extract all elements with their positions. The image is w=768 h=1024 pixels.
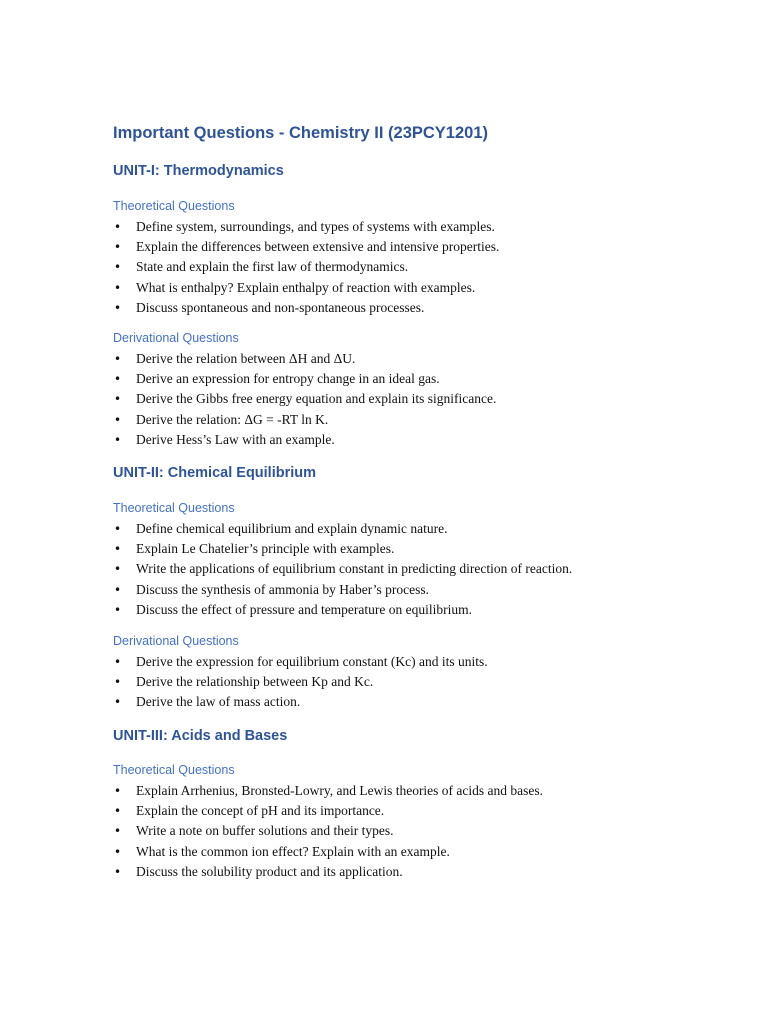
list-item: • Write a note on buffer solutions and their types. [113, 821, 543, 841]
list-item: • Define system, surroundings, and types of systems with examples. [113, 217, 499, 237]
bullet-icon: • [114, 675, 122, 690]
bullet-icon: • [114, 655, 122, 669]
bullet-icon: • [114, 412, 122, 427]
list-item: • Discuss spontaneous and non-spontaneous processes. [113, 298, 499, 318]
bullet-icon: • [114, 220, 122, 234]
unit-3-heading: UNIT-III: Acids and Bases [113, 728, 288, 744]
bullet-icon: • [114, 695, 122, 710]
list-item: • Derive the law of mass action. [113, 692, 488, 712]
unit-3-theoretical-list [113, 781, 543, 882]
bullet-icon: • [114, 582, 122, 597]
list-item: • Derive the expression for equilibrium constant (Kc) and its units. [113, 652, 488, 672]
bullet-icon: • [114, 824, 122, 839]
bullet-icon: • [114, 522, 122, 536]
bullet-icon: • [114, 352, 122, 366]
list-item: • Explain the concept of pH and its importance. [113, 801, 543, 821]
list-item: • Write the applications of equilibrium constant in predicting direction of reaction. [113, 559, 572, 579]
list-item: • Discuss the solubility product and its application. [113, 862, 543, 882]
unit-1-derivational-list [113, 349, 496, 450]
list-item: • Discuss the synthesis of ammonia by Haber’s process. [113, 580, 572, 600]
unit-2-derivational-list [113, 652, 488, 713]
list-item: • Explain Arrhenius, Bronsted-Lowry, and Lewis theories of acids and bases. [113, 781, 543, 801]
bullet-icon: • [114, 432, 122, 447]
unit-2-theoretical-list [113, 519, 572, 620]
list-item: • Derive the relation: ΔG = -RT ln K. [113, 410, 496, 430]
unit-2-heading: UNIT-II: Chemical Equilibrium [113, 465, 317, 481]
list-item: • Derive the Gibbs free energy equation and explain its significance. [113, 389, 496, 409]
list-item: • Explain Le Chatelier’s principle with examples. [113, 539, 572, 559]
document-title: Important Questions - Chemistry II (23PCY1201) [113, 124, 489, 142]
list-item: • Derive the relation between ΔH and ΔU. [113, 349, 496, 369]
unit-1-derivational-heading: Derivational Questions [113, 331, 239, 345]
list-item: • Derive Hess’s Law with an example. [113, 430, 496, 450]
bullet-icon: • [114, 260, 122, 275]
bullet-icon: • [114, 300, 122, 315]
unit-2-theoretical-heading: Theoretical Questions [113, 501, 235, 515]
bullet-icon: • [114, 542, 122, 557]
list-item: • Discuss the effect of pressure and temperature on equilibrium. [113, 600, 572, 620]
unit-3-theoretical-heading: Theoretical Questions [113, 763, 235, 777]
list-item: • Define chemical equilibrium and explain dynamic nature. [113, 519, 572, 539]
bullet-icon: • [114, 240, 122, 255]
list-item: • State and explain the first law of thermodynamics. [113, 257, 499, 277]
unit-1-heading: UNIT-I: Thermodynamics [113, 163, 284, 179]
bullet-icon: • [114, 392, 122, 407]
list-item: • Derive an expression for entropy change in an ideal gas. [113, 369, 496, 389]
bullet-icon: • [114, 804, 122, 819]
bullet-icon: • [114, 864, 122, 879]
unit-1-theoretical-heading: Theoretical Questions [113, 199, 235, 213]
unit-2-derivational-heading: Derivational Questions [113, 634, 239, 648]
list-item: • What is enthalpy? Explain enthalpy of reaction with examples. [113, 278, 499, 298]
list-item: • Explain the differences between extensive and intensive properties. [113, 237, 499, 257]
bullet-icon: • [114, 562, 122, 577]
unit-1-theoretical-list [113, 217, 499, 318]
bullet-icon: • [114, 280, 122, 295]
list-item: • Derive the relationship between Kp and Kc. [113, 672, 488, 692]
bullet-icon: • [114, 844, 122, 859]
bullet-icon: • [114, 602, 122, 617]
list-item: • What is the common ion effect? Explain with an example. [113, 842, 543, 862]
bullet-icon: • [114, 372, 122, 387]
bullet-icon: • [114, 784, 122, 798]
